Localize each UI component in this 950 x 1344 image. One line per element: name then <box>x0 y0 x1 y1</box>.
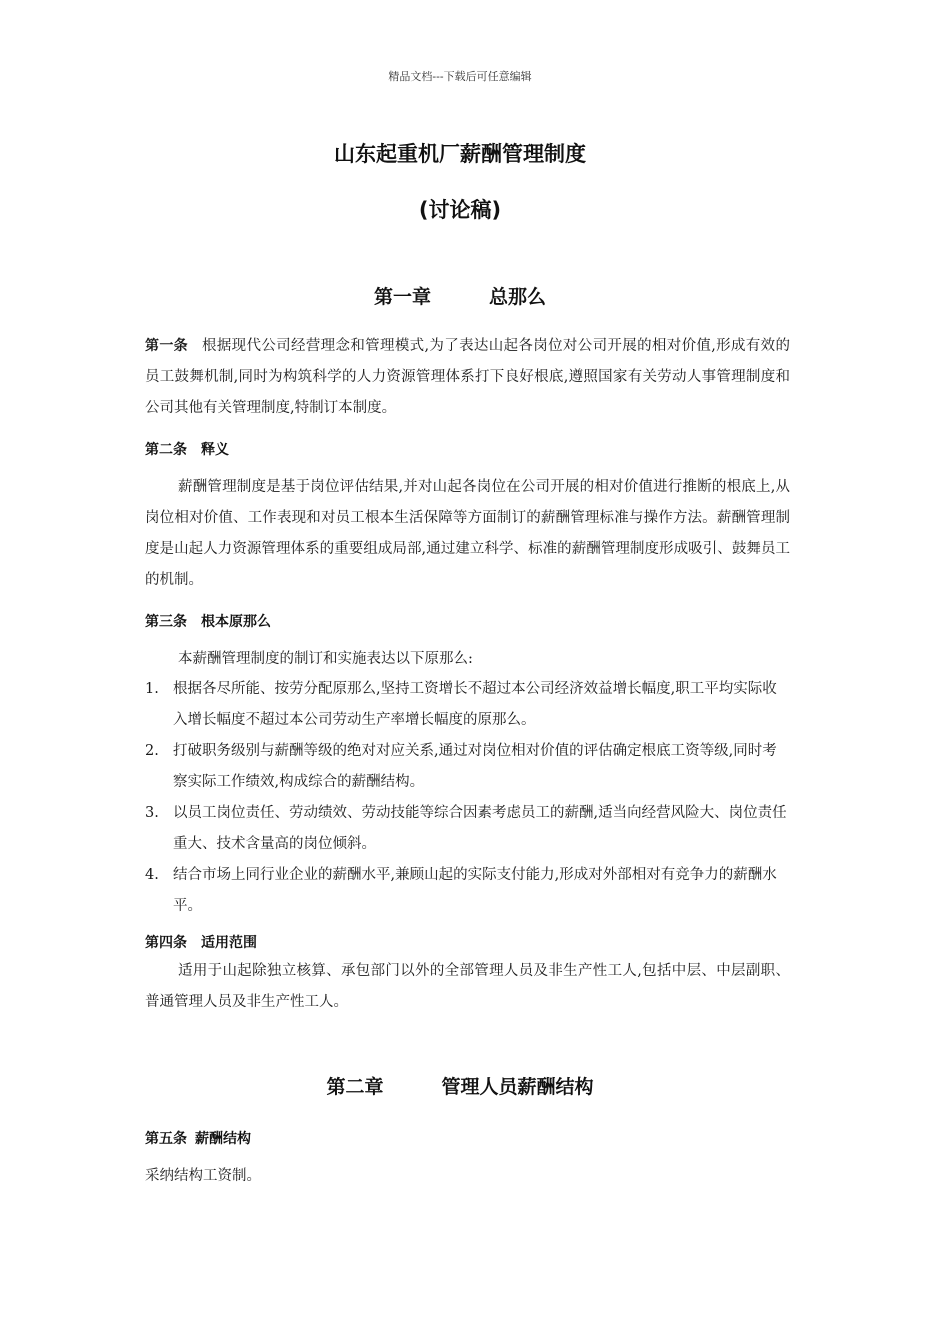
list-item <box>145 798 790 860</box>
list-item-text: 结合市场上同行业企业的薪酬水平,兼顾山起的实际支付能力,形成对外部相对有竞争力的薪酬水平。 <box>173 867 777 914</box>
list-item <box>145 860 790 922</box>
article-2-text: 薪酬管理制度是基于岗位评估结果,并对山起各岗位在公司开展的相对价值进行推断的根底上,从岗位相对价值、工作表现和对员工根本生活保障等方面制订的薪酬管理标准与操作方法。薪酬管理制度是山起人力资源管理体系的重要组成局部,通过建立科学、标准的薪酬管理制度形成吸引、鼓舞员工的机制。 <box>145 479 790 588</box>
article-3-label: 第三条 <box>145 614 187 630</box>
list-item-number: 1. <box>145 681 159 697</box>
list-item <box>145 736 790 798</box>
article-5-label: 第五条 <box>145 1131 187 1147</box>
article-2-title: 释义 <box>201 442 229 458</box>
list-item-text: 以员工岗位责任、劳动绩效、劳动技能等综合因素考虑员工的薪酬,适当向经营风险大、岗位责任重大、技术含量高的岗位倾斜。 <box>173 805 787 852</box>
article-5-title: 薪酬结构 <box>195 1131 251 1147</box>
header-note: 精品文档---下载后可任意编辑 <box>388 70 532 83</box>
article-3-title: 根本原那么 <box>201 614 271 630</box>
list-item-number: 4. <box>145 867 159 883</box>
list-item-number: 2. <box>145 743 159 759</box>
article-1 <box>145 331 790 424</box>
article-5-text: 采纳结构工资制。 <box>145 1168 261 1184</box>
chapter-2-number: 第二章 <box>326 1076 384 1098</box>
document-subtitle: (讨论稿) <box>418 198 502 222</box>
chapter-1-heading <box>0 282 920 309</box>
article-4-title: 适用范围 <box>201 935 257 951</box>
chapter-2-heading <box>0 1072 920 1099</box>
article-4-text: 适用于山起除独立核算、承包部门以外的全部管理人员及非生产性工人,包括中层、中层副职、普通管理人员及非生产性工人。 <box>145 963 790 1010</box>
article-5-heading <box>145 1128 251 1148</box>
principles-list <box>145 674 790 922</box>
list-item-text: 打破职务级别与薪酬等级的绝对对应关系,通过对岗位相对价值的评估确定根底工资等级,同时考察实际工作绩效,构成综合的薪酬结构。 <box>173 743 777 790</box>
article-1-text: 根据现代公司经营理念和管理模式,为了表达山起各岗位对公司开展的相对价值,形成有效的员工鼓舞机制,同时为构筑科学的人力资源管理体系打下良好根底,遵照国家有关劳动人事管理制度和公司其他有关管理制度,特制订本制度。 <box>145 338 790 416</box>
chapter-1-name: 总那么 <box>489 286 547 308</box>
list-item <box>145 674 790 736</box>
article-3-heading <box>145 611 271 631</box>
chapter-2-name: 管理人员薪酬结构 <box>441 1076 594 1098</box>
list-item-number: 3. <box>145 805 159 821</box>
list-item-text: 根据各尽所能、按劳分配原那么,坚持工资增长不超过本公司经济效益增长幅度,职工平均实际收入增长幅度不超过本公司劳动生产率增长幅度的原那么。 <box>173 681 777 728</box>
article-2-heading <box>145 439 229 459</box>
article-3-intro: 本薪酬管理制度的制订和实施表达以下原那么: <box>178 651 473 667</box>
chapter-1-number: 第一章 <box>373 286 431 308</box>
article-4-heading <box>145 932 257 952</box>
article-4-label: 第四条 <box>145 935 187 951</box>
article-1-label: 第一条 <box>145 338 188 354</box>
document-title: 山东起重机厂薪酬管理制度 <box>334 142 586 166</box>
article-2-label: 第二条 <box>145 442 187 458</box>
